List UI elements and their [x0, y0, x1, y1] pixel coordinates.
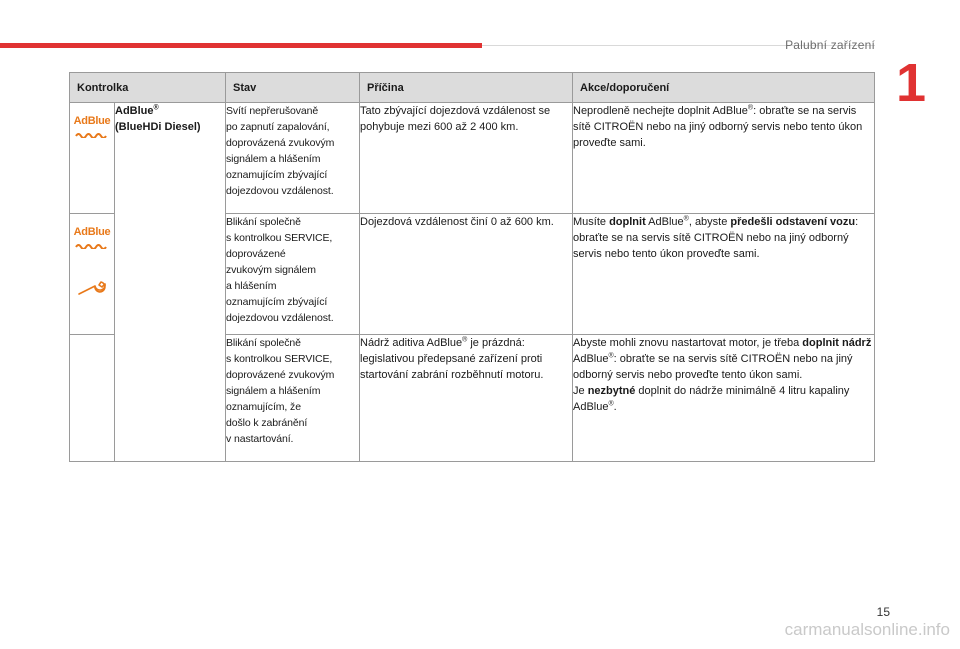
icon-cell — [70, 335, 115, 462]
adblue-warning-icon: AdBlue — [71, 115, 113, 143]
icon-cell — [70, 214, 115, 335]
header-akce: Akce/doporučení — [573, 73, 875, 103]
header-stav: Stav — [226, 73, 360, 103]
section-title: Palubní zařízení — [785, 38, 875, 52]
action-cell: Musíte doplnit AdBlue®, abyste předešli odstavení vozu: obraťte se na servis sítě CITROËN nebo na jiný odborný servis nebo tento úkon proveďte sami. — [573, 214, 875, 335]
action-cell: Neprodleně nechejte doplnit AdBlue®: obraťte se na servis sítě CITROËN nebo na jiný odborný servis nebo tento úkon proveďte sami. — [573, 103, 875, 214]
state-cell: Blikání společně s kontrolkou SERVICE, doprovázené zvukovým signálem a hlášením oznamujícím zbývající dojezdovou vzdálenost. — [226, 214, 360, 335]
table-header-row — [70, 73, 875, 103]
action-cell: Abyste mohli znovu nastartovat motor, je třeba doplnit nádrž AdBlue®: obraťte se na servis sítě CITROËN nebo na jiný odborný servis nebo proveďte tento úkon sami. Je nezbytné doplnit do nádrže minimálně 4 litru kapaliny AdBlue®. — [573, 335, 875, 462]
watermark: carmanualsonline.info — [784, 620, 950, 639]
service-wrench-icon — [77, 280, 107, 296]
indicator-name-cell: AdBlue® (BlueHDi Diesel) — [115, 103, 226, 462]
header-pricina: Příčina — [360, 73, 573, 103]
indicator-subtitle: (BlueHDi Diesel) — [115, 121, 201, 133]
state-cell: Blikání společně s kontrolkou SERVICE, doprovázené zvukovým signálem a hlášením oznamujícím, že došlo k zabránění v nastartování. — [226, 335, 360, 462]
warning-lights-table — [69, 72, 875, 462]
icon-cell — [70, 103, 115, 214]
chapter-number: 1 — [896, 53, 927, 113]
state-cell: Svítí nepřerušovaně po zapnutí zapalování, doprovázená zvukovým signálem a hlášením oznamujícím zbývající dojezdovou vzdálenost. — [226, 103, 360, 214]
page-number: 15 — [876, 605, 890, 619]
cause-cell: Nádrž aditiva AdBlue® je prázdná: legislativou předepsané zařízení proti startování zabrání rozběhnutí motoru. — [360, 335, 573, 462]
adblue-warning-icon: AdBlue — [71, 226, 113, 254]
header-kontrolka: Kontrolka — [70, 73, 226, 103]
indicator-name: AdBlue — [115, 105, 154, 117]
header-accent-bar — [0, 43, 482, 48]
cause-cell: Tato zbývající dojezdová vzdálenost se pohybuje mezi 600 až 2 400 km. — [360, 103, 573, 214]
cause-cell: Dojezdová vzdálenost činí 0 až 600 km. — [360, 214, 573, 335]
table-row — [70, 103, 875, 214]
